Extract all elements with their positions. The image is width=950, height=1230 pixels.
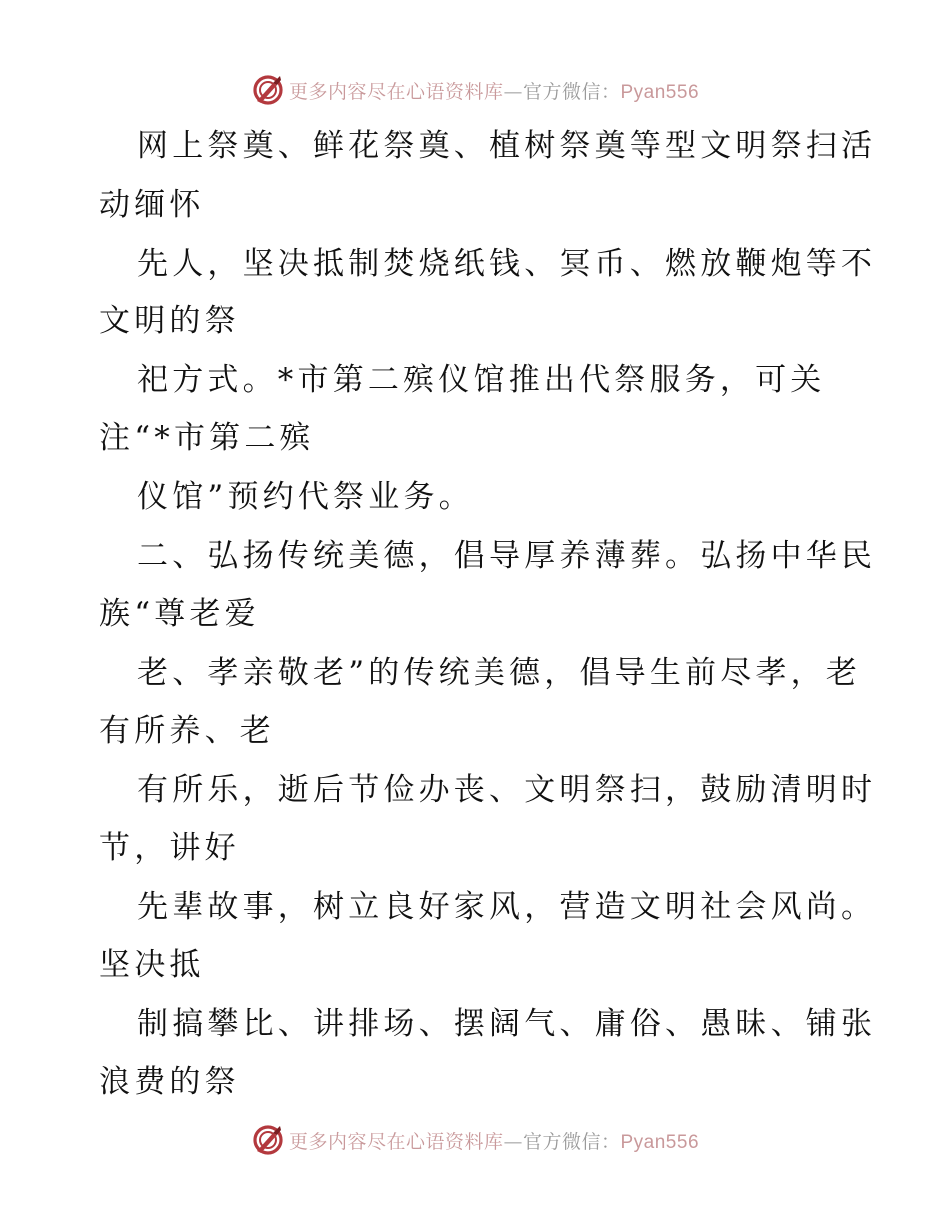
body-line-4: 文明的祭 (99, 303, 240, 339)
body-line-13: 节，讲好 (99, 830, 240, 866)
body-line-11: 有所养、老 (99, 713, 275, 749)
body-line-17: 浪费的祭 (99, 1064, 240, 1100)
brand-logo-icon (251, 1123, 285, 1157)
footer-watermark-banner (0, 1120, 950, 1160)
body-line-9: 族“尊老爱 (99, 596, 260, 632)
body-line-3: 先人，坚决抵制焚烧纸钱、冥币、燃放鞭炮等不 (137, 246, 877, 282)
watermark-brand-text: 更多内容尽在心语资料库 (288, 1130, 504, 1153)
watermark-wechat-id: Pyan556 (620, 1131, 700, 1153)
watermark-wechat-label: 官方微信： (522, 1130, 621, 1153)
body-line-2: 动缅怀 (99, 187, 205, 223)
body-line-7: 仪馆”预约代祭业务。 (137, 479, 474, 515)
body-line-8: 二、弘扬传统美德，倡导厚养薄葬。弘扬中华民 (137, 538, 877, 574)
watermark-brand-text: 更多内容尽在心语资料库 (288, 80, 504, 103)
watermark-wechat-label: 官方微信： (522, 80, 621, 103)
body-line-15: 坚决抵 (99, 947, 205, 983)
body-line-6: 注“*市第二殡 (99, 420, 315, 456)
watermark-dash: — (503, 80, 523, 103)
watermark-wechat-id: Pyan556 (620, 81, 700, 103)
body-line-10: 老、孝亲敬老”的传统美德，倡导生前尽孝，老 (137, 655, 862, 691)
body-line-14: 先辈故事，树立良好家风，营造文明社会风尚。 (137, 889, 877, 925)
body-line-5: 祀方式。*市第二殡仪馆推出代祭服务，可关 (137, 362, 826, 398)
watermark-dash: — (503, 1130, 523, 1153)
body-line-1: 网上祭奠、鲜花祭奠、植树祭奠等型文明祭扫活 (137, 128, 877, 164)
body-line-12: 有所乐，逝后节俭办丧、文明祭扫，鼓励清明时 (137, 772, 877, 808)
body-line-16: 制搞攀比、讲排场、摆阔气、庸俗、愚昧、铺张 (137, 1006, 877, 1042)
